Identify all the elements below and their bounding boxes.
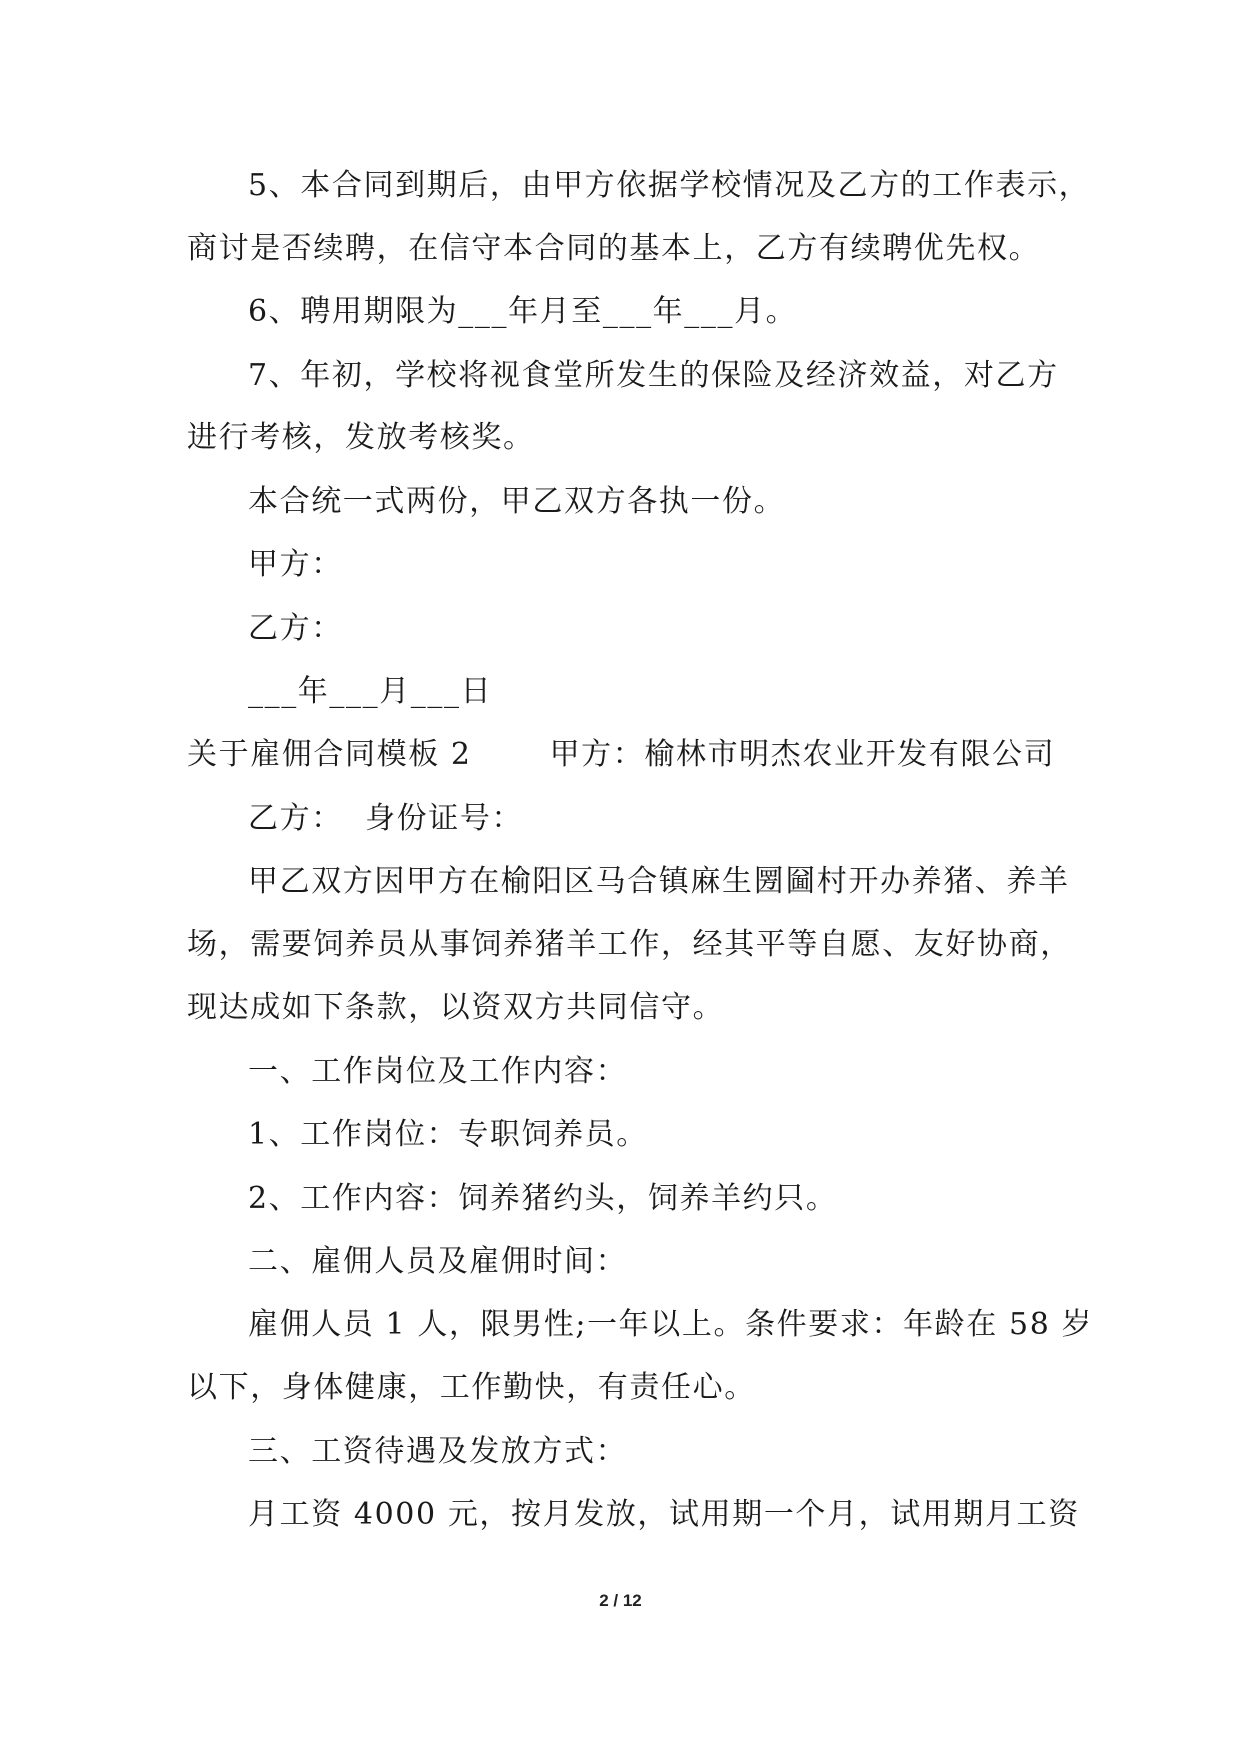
- page-number: 2 / 12: [599, 1591, 642, 1610]
- paragraph-line: 现达成如下条款，以资双方共同信守。: [187, 990, 725, 1025]
- paragraph-line: 本合统一式两份，甲乙双方各执一份。: [248, 484, 786, 519]
- paragraph-line: 乙方： 身份证号：: [248, 801, 524, 836]
- section-title: 关于雇佣合同模板 2 甲方：榆林市明杰农业开发有限公司: [187, 737, 1056, 772]
- paragraph-line: 商讨是否续聘，在信守本合同的基本上，乙方有续聘优先权。: [187, 231, 1041, 266]
- paragraph-line: 雇佣人员 1 人，限男性;一年以上。条件要求：年龄在 58 岁: [248, 1307, 1094, 1342]
- paragraph-line: 甲乙双方因甲方在榆阳区马合镇麻生圐圙村开办养猪、养羊: [248, 864, 1070, 899]
- heading-line: 三、工资待遇及发放方式：: [248, 1434, 628, 1469]
- heading-line: 一、工作岗位及工作内容：: [248, 1054, 628, 1089]
- signature-label: 甲方：: [248, 547, 343, 582]
- paragraph-line: 7、年初，学校将视食堂所发生的保险及经济效益，对乙方: [248, 358, 1059, 393]
- paragraph-line: 以下，身体健康，工作勤快，有责任心。: [187, 1370, 756, 1405]
- heading-line: 二、雇佣人员及雇佣时间：: [248, 1244, 628, 1279]
- date-line: ___年___月___日: [248, 674, 493, 709]
- paragraph-line: 场，需要饲养员从事饲养猪羊工作，经其平等自愿、友好协商，: [187, 927, 1072, 962]
- paragraph-line: 1、工作岗位：专职饲养员。: [248, 1117, 648, 1152]
- paragraph-line: 进行考核，发放考核奖。: [187, 420, 535, 455]
- signature-label: 乙方：: [248, 611, 343, 646]
- paragraph-line: 5、本合同到期后，由甲方依据学校情况及乙方的工作表示，: [248, 168, 1091, 203]
- paragraph-line: 月工资 4000 元，按月发放，试用期一个月，试用期月工资: [248, 1497, 1080, 1532]
- paragraph-line: 6、聘用期限为___年月至___年___月。: [248, 294, 798, 329]
- paragraph-line: 2、工作内容：饲养猪约头，饲养羊约只。: [248, 1181, 838, 1216]
